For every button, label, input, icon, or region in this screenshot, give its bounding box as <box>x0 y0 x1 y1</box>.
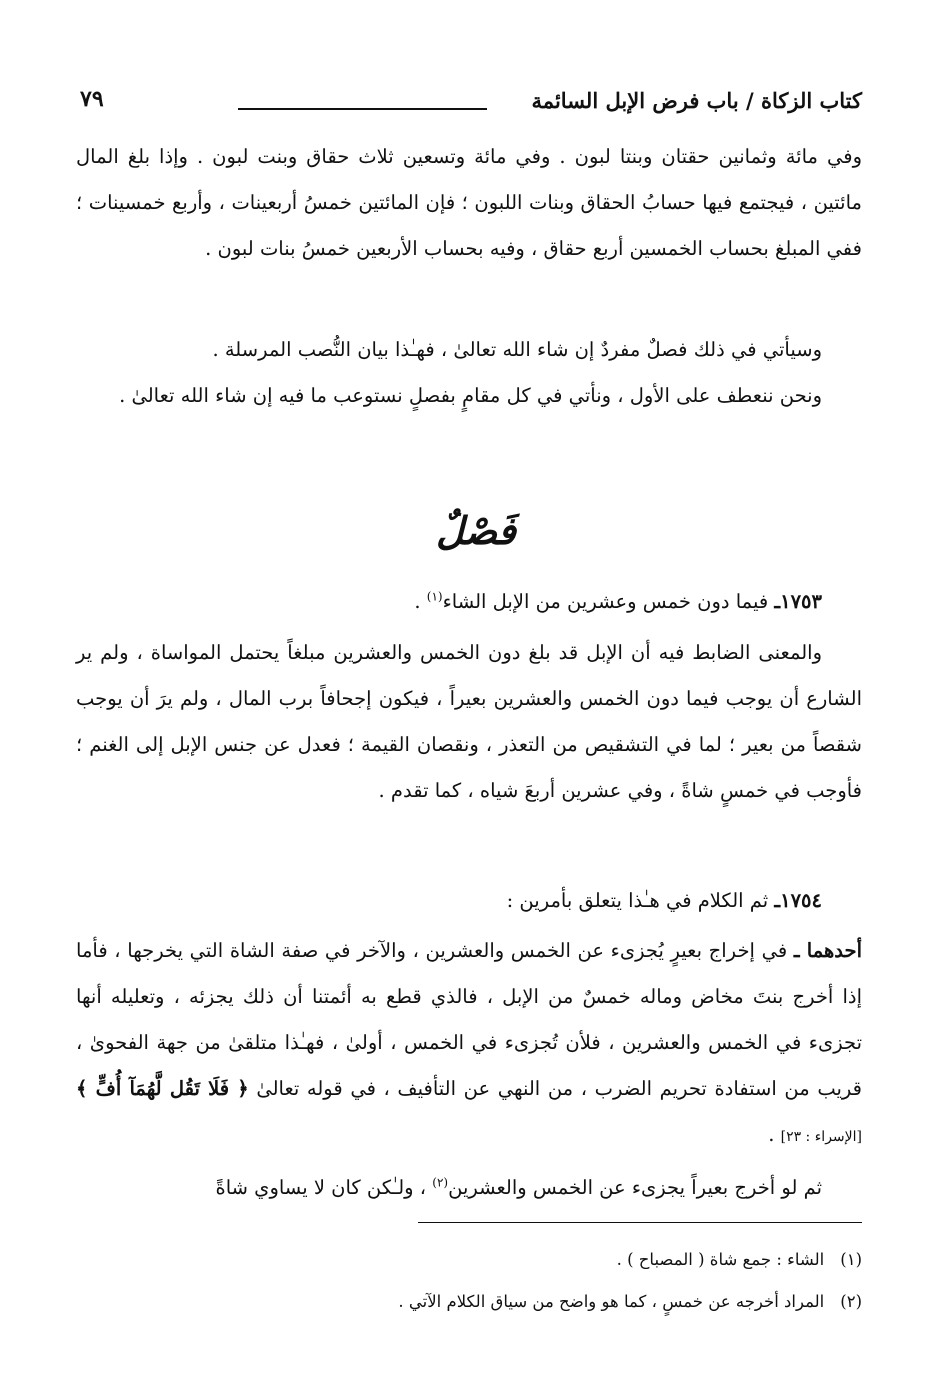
footnote-text: الشاء : جمع شاة ( المصباح ) . <box>616 1250 825 1269</box>
quran-reference: [الإسراء : ٢٣] <box>780 1129 862 1145</box>
paragraph-text: ثم الكلام في هـٰذا يتعلق بأمرين : <box>506 889 769 912</box>
paragraph-text: في إخراج بعيرٍ يُجزىء عن الخمس والعشرين ، والآخر في صفة الشاة التي يخرجها ، فأما إذا أخرج بنتَ مخاض وماله خمسٌ من الإبل ، فالذي قطع به أئمتنا أن ذلك يجزئه ، وتعليله أنها تجزىء في الخمس والعشرين ، فلأن تُجزىء في الخمس ، أولىٰ ، فهـٰذا متلقىٰ من جهة الفحوىٰ ، قريب من استفادة تحريم الضرب ، من النهي عن التأفيف ، في قوله تعالىٰ <box>76 939 862 1100</box>
paragraph-end: . <box>768 1123 781 1146</box>
header-rule <box>238 108 487 110</box>
paragraph-5: والمعنى الضابط فيه أن الإبل قد بلغ دون الخمس والعشرين مبلغاً يحتمل المواساة ، ولم ير الشارع أن يوجب فيما دون الخمس والعشرين بعيراً ، فيكون إجحافاً برب المال ، ولم يرَ أن يوجب شقصاً من بعير ؛ لما في التشقيص من التعذر ، ونقصان القيمة ؛ فعدل عن جنس الإبل إلى الغنم ؛ فأوجب في خمسٍ شاةً ، وفي عشرين أربعَ شياه ، كما تقدم . <box>76 641 862 802</box>
paragraph-text: فيما دون خمس وعشرين من الإبل الشاء <box>442 590 769 613</box>
paragraph-number: ١٧٥٤ـ <box>774 889 822 912</box>
paragraph-2: وسيأتي في ذلك فصلٌ مفردٌ إن شاء الله تعالىٰ ، فهـٰذا بيان النُّصب المرسلة . <box>212 338 822 361</box>
running-header <box>80 84 862 124</box>
page-number: ٧٩ <box>80 86 104 112</box>
header-title: كتاب الزكاة / باب فرض الإبل السائمة <box>531 88 862 113</box>
paragraph-end: . <box>414 590 427 613</box>
paragraph-8 <box>76 1165 862 1211</box>
paragraph-7 <box>76 928 862 1160</box>
footnote-2 <box>76 1288 862 1316</box>
footnote-1 <box>76 1246 862 1274</box>
paragraph-1754 <box>76 878 862 924</box>
footnote-number: (٢) <box>840 1292 862 1311</box>
paragraph-lead: أحدهما ـ <box>793 939 862 962</box>
paragraph-end: ، ولـٰكن كان لا يساوي شاةً <box>215 1176 433 1199</box>
footnote-text: المراد أخرجه عن خمسٍ ، كما هو واضح من سياق الكلام الآتي . <box>398 1292 825 1311</box>
section-heading-fasl: فَصْلٌ <box>436 508 516 553</box>
paragraph-1: وفي مائة وثمانين حقتان وبنتا لبون . وفي مائة وتسعين ثلاث حقاق وبنت لبون . وإذا بلغ المال مائتين ، فيجتمع فيها حسابُ الحقاق وبنات اللبون ؛ فإن المائتين خمسُ أربعينات ، وأربع خمسينات ؛ ففي المبلغ بحساب الخمسين أربع حقاق ، وفيه بحساب الأربعين خمسُ بنات لبون . <box>76 145 862 260</box>
footnote-marker-1[interactable]: (١) <box>426 589 443 604</box>
quran-quote: ﴿ فَلَا تَقُل لَّهُمَآ أُفٍّ ﴾ <box>76 1077 249 1100</box>
paragraph-number: ١٧٥٣ـ <box>774 590 822 613</box>
paragraph-3: ونحن ننعطف على الأول ، ونأتي في كل مقامٍ بفصلٍ نستوعب ما فيه إن شاء الله تعالىٰ . <box>119 384 822 407</box>
paragraph-1753 <box>76 579 862 625</box>
paragraph-text: ثم لو أخرج بعيراً يجزىء عن الخمس والعشرين <box>448 1176 822 1199</box>
footnote-rule <box>418 1222 862 1223</box>
footnote-marker-2[interactable]: (٢) <box>432 1175 449 1190</box>
footnote-number: (١) <box>840 1250 862 1269</box>
